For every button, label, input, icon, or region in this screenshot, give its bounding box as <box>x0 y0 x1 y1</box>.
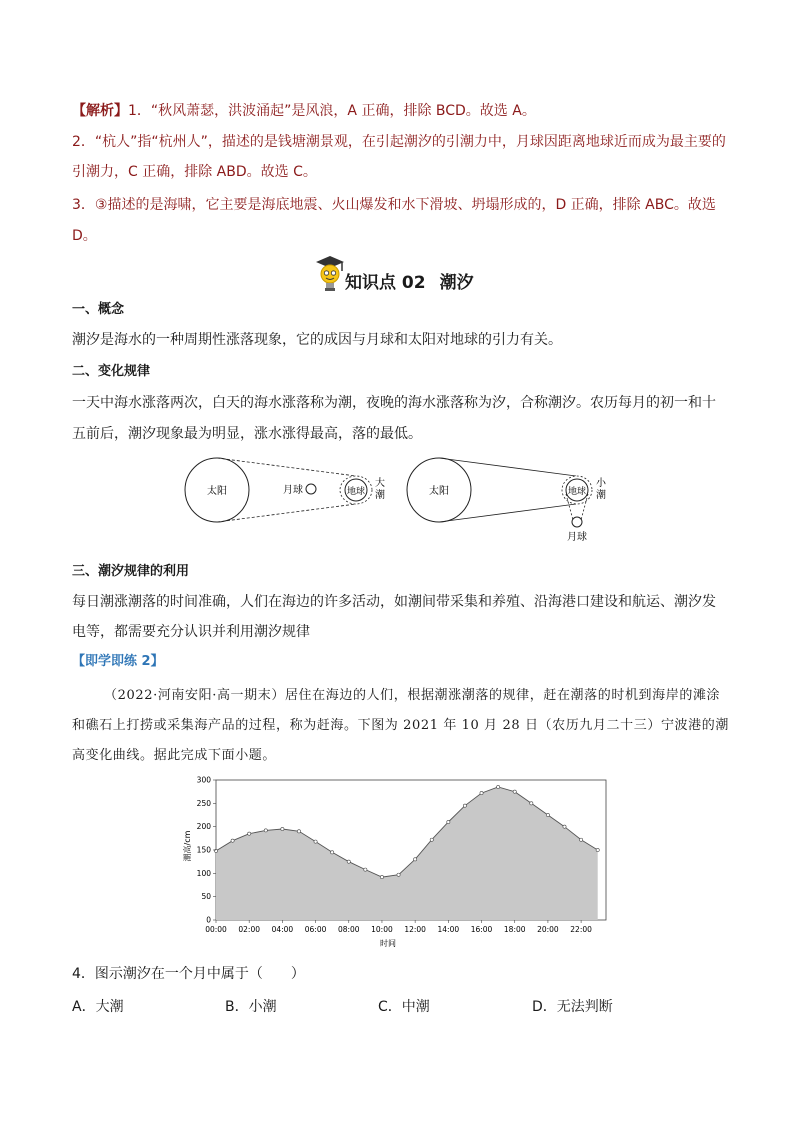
x-tick-label: 00:00 <box>205 925 227 934</box>
moon-circle-left <box>306 484 316 494</box>
analysis-line-3b: D。 <box>72 228 97 244</box>
tide-data-point <box>380 875 383 878</box>
tide-area-fill <box>216 787 598 920</box>
moon-label-left: 月球 <box>283 485 303 496</box>
section-3-heading: 三、潮汐规律的利用 <box>72 564 190 579</box>
tide-data-point <box>497 785 500 788</box>
tide-label-right-1: 小 <box>596 478 606 489</box>
x-tick-label: 16:00 <box>470 925 493 934</box>
tide-data-point <box>331 851 334 854</box>
x-tick-label: 18:00 <box>503 925 526 934</box>
neap-tide-diagram <box>407 458 607 543</box>
tide-data-point <box>430 838 433 841</box>
spring-tide-diagram <box>185 458 385 522</box>
tide-data-point <box>364 868 367 871</box>
practice-passage-b: 和礁石上打捞或采集海产品的过程，称为赶海。下图为 2021 年 10 月 28 日（农历九月二十三）宁波港的潮 <box>72 718 729 733</box>
x-tick-label: 08:00 <box>337 925 360 934</box>
tide-data-point <box>314 840 317 843</box>
tide-data-point <box>297 830 300 833</box>
tide-data-point <box>414 858 417 861</box>
section-2-text-a: 一天中海水涨落两次，白天的海水涨落称为潮，夜晚的海水涨落称为汐，合称潮汐。农历每月的初一和十 <box>72 395 716 411</box>
tide-diagram <box>180 452 620 548</box>
y-tick-label: 50 <box>201 892 211 902</box>
tide-data-point <box>248 832 251 835</box>
tide-data-point <box>463 804 466 807</box>
tide-label-right-2: 潮 <box>596 490 606 501</box>
moon-label-right: 月球 <box>567 532 587 543</box>
analysis-line-3a: 3．③描述的是海啸，它主要是海底地震、火山爆发和水下滑坡、坍塌形成的，D 正确，排除 ABC。故选 <box>72 197 716 213</box>
section-3-text-b: 电等，都需要充分认识并利用潮汐规律 <box>72 624 310 640</box>
tide-data-point <box>580 838 583 841</box>
practice-passage-a: （2022·河南安阳·高一期末）居住在海边的人们，根据潮涨潮落的规律，赶在潮落的时机到海岸的滩涂 <box>104 688 721 703</box>
y-tick-label: 100 <box>196 868 211 878</box>
tide-data-point <box>530 802 533 805</box>
option-c[interactable]: C．中潮 <box>378 999 430 1015</box>
x-tick-label: 22:00 <box>570 925 592 934</box>
x-tick-label: 06:00 <box>304 925 327 934</box>
tide-data-point <box>447 820 450 823</box>
option-a[interactable]: A．大潮 <box>72 999 124 1015</box>
practice-passage-c: 高变化曲线。据此完成下面小题。 <box>72 748 277 763</box>
tide-data-point <box>513 790 516 793</box>
x-tick-label: 12:00 <box>404 925 426 934</box>
analysis-line-2a: 2．“杭人”指“杭州人”，描述的是钱塘潮景观，在引起潮汐的引潮力中，月球因距离地球近而成为最主要的 <box>72 134 726 150</box>
y-tick-label: 0 <box>206 915 211 925</box>
tide-data-point <box>231 839 234 842</box>
tide-data-point <box>480 791 483 794</box>
analysis-line-1: 【解析】1．“秋风萧瑟，洪波涌起”是风浪，A 正确，排除 BCD。故选 A。 <box>72 103 536 119</box>
option-d[interactable]: D．无法判断 <box>532 999 613 1015</box>
section-2-text-b: 五前后，潮汐现象最为明显，涨水涨得最高，落的最低。 <box>72 426 422 442</box>
x-tick-label: 14:00 <box>437 925 460 934</box>
x-tick-label: 10:00 <box>371 925 393 934</box>
chart-y-axis-label: 潮高/cm <box>183 830 192 862</box>
tide-data-point <box>281 827 284 830</box>
sun-label-left: 太阳 <box>207 486 227 497</box>
x-tick-label: 02:00 <box>238 925 261 934</box>
x-tick-label: 04:00 <box>271 925 294 934</box>
analysis-label: 【解析】 <box>72 103 128 119</box>
x-tick-label: 20:00 <box>537 925 559 934</box>
tide-data-point <box>546 813 549 816</box>
tide-data-point <box>397 873 400 876</box>
tide-height-chart <box>176 772 616 952</box>
option-b[interactable]: B．小潮 <box>225 999 277 1015</box>
y-tick-label: 250 <box>196 798 211 808</box>
practice-label: 【即学即练 2】 <box>72 654 164 669</box>
section-3-text-a: 每日潮涨潮落的时间准确，人们在海边的许多活动，如潮间带采集和养殖、沿海港口建设和航运、潮汐发 <box>72 594 716 610</box>
earth-label-left: 地球 <box>346 487 366 497</box>
tide-data-point <box>347 860 350 863</box>
section-2-heading: 二、变化规律 <box>72 364 151 379</box>
y-tick-label: 150 <box>196 845 211 855</box>
tide-data-point <box>264 829 267 832</box>
chart-x-axis-label: 时间 <box>380 939 396 948</box>
y-tick-label: 200 <box>196 822 211 832</box>
knowledge-point-heading: 知识点 02 潮汐 <box>345 273 474 293</box>
graduate-bulb-icon <box>312 254 348 296</box>
tide-data-point <box>563 825 566 828</box>
tide-label-left-1: 大 <box>375 478 385 489</box>
moon-circle-right <box>572 517 582 527</box>
question-stem: 4．图示潮汐在一个月中属于（ ） <box>72 966 305 982</box>
section-1-text: 潮汐是海水的一种周期性涨落现象，它的成因与月球和太阳对地球的引力有关。 <box>72 332 562 348</box>
section-1-heading: 一、概念 <box>72 302 125 317</box>
tide-label-left-2: 潮 <box>375 490 385 501</box>
analysis-line-2b: 引潮力，C 正确，排除 ABD。故选 C。 <box>72 164 317 180</box>
earth-label-right: 地球 <box>567 487 587 497</box>
y-tick-label: 300 <box>196 775 211 785</box>
tide-data-point <box>596 848 599 851</box>
sun-label-right: 太阳 <box>429 486 449 497</box>
